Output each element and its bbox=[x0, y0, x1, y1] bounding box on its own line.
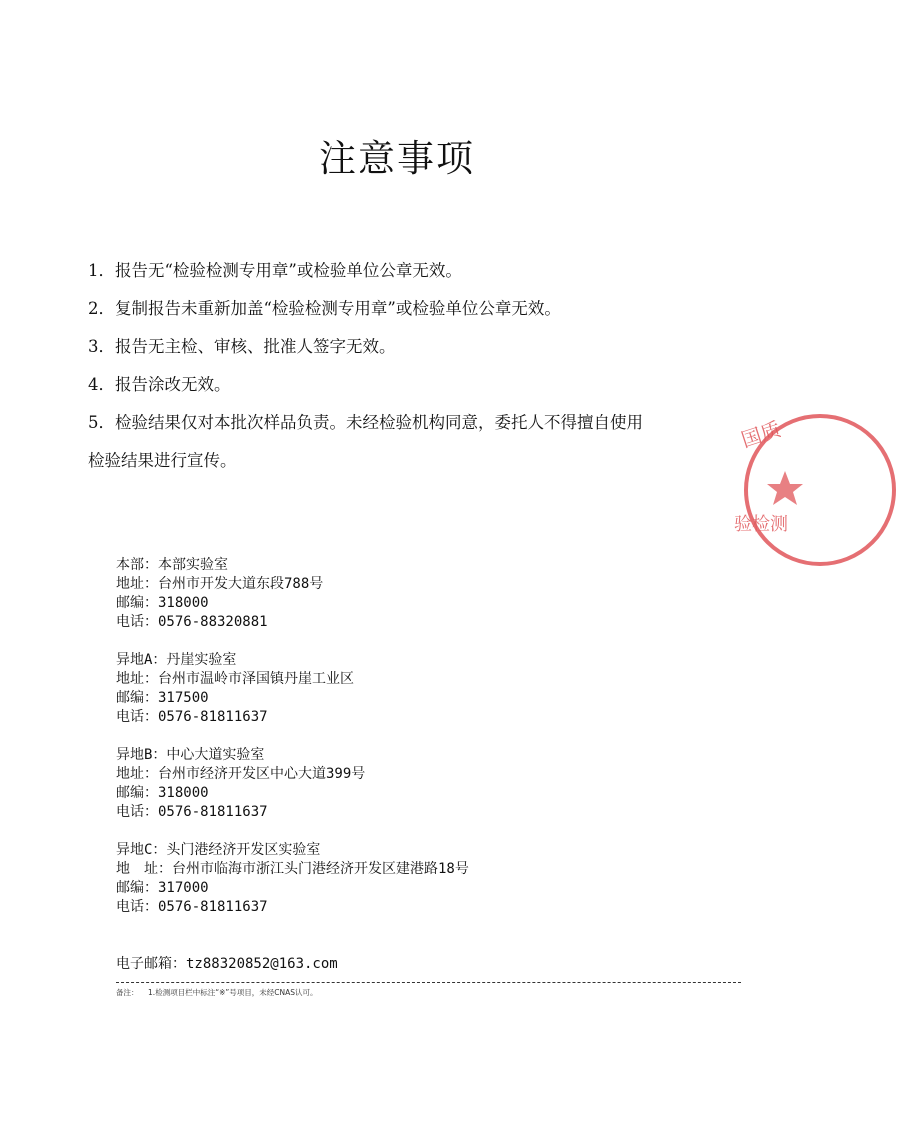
contact-email: 电子邮箱：tz88320852@163.com bbox=[116, 956, 338, 972]
location-postcode: 邮编：318000 bbox=[116, 595, 209, 611]
note-item: 2．复制报告未重新加盖“检验检测专用章”或检验单位公章无效。 bbox=[88, 299, 561, 318]
stamp-text-bottom: 验检测 bbox=[734, 514, 788, 535]
note-item-continuation: 检验结果进行宣传。 bbox=[88, 451, 237, 470]
location-block-c bbox=[116, 841, 469, 917]
location-postcode: 邮编：317500 bbox=[116, 690, 209, 706]
location-block-b bbox=[116, 746, 469, 822]
lab-contacts bbox=[116, 556, 469, 936]
location-name: 异地C：头门港经济开发区实验室 bbox=[116, 842, 321, 858]
location-block-main bbox=[116, 556, 469, 632]
location-address: 地址：台州市开发大道东段788号 bbox=[116, 576, 324, 592]
location-address: 地址：台州市经济开发区中心大道399号 bbox=[116, 766, 366, 782]
location-name: 异地B：中心大道实验室 bbox=[116, 747, 265, 763]
stamp-text-top: 国质 bbox=[738, 416, 784, 453]
footnote: 备注： 1.检测项目栏中标注“※”号项目，未经CNAS认可。 bbox=[116, 988, 318, 997]
location-phone: 电话：0576-81811637 bbox=[116, 709, 268, 725]
location-phone: 电话：0576-88320881 bbox=[116, 614, 268, 630]
note-item: 1．报告无“检验检测专用章”或检验单位公章无效。 bbox=[88, 261, 462, 280]
location-name: 异地A：丹崖实验室 bbox=[116, 652, 237, 668]
location-block-a bbox=[116, 651, 469, 727]
location-name: 本部：本部实验室 bbox=[116, 557, 228, 573]
note-item: 3．报告无主检、审核、批准人签字无效。 bbox=[88, 337, 396, 356]
location-phone: 电话：0576-81811637 bbox=[116, 899, 268, 915]
notes-list bbox=[88, 252, 738, 480]
location-postcode: 邮编：318000 bbox=[116, 785, 209, 801]
footer-divider bbox=[116, 982, 741, 983]
location-postcode: 邮编：317000 bbox=[116, 880, 209, 896]
official-seal-stamp bbox=[734, 410, 794, 570]
location-phone: 电话：0576-81811637 bbox=[116, 804, 268, 820]
location-address: 地址：台州市温岭市泽国镇丹崖工业区 bbox=[116, 671, 354, 687]
note-item: 5．检验结果仅对本批次样品负责。未经检验机构同意，委托人不得擅自使用 bbox=[88, 413, 643, 432]
location-address: 地 址：台州市临海市浙江头门港经济开发区建港路18号 bbox=[116, 861, 469, 877]
star-icon bbox=[767, 471, 803, 505]
page-title: 注意事项 bbox=[319, 137, 475, 180]
note-item: 4．报告涂改无效。 bbox=[88, 375, 231, 394]
